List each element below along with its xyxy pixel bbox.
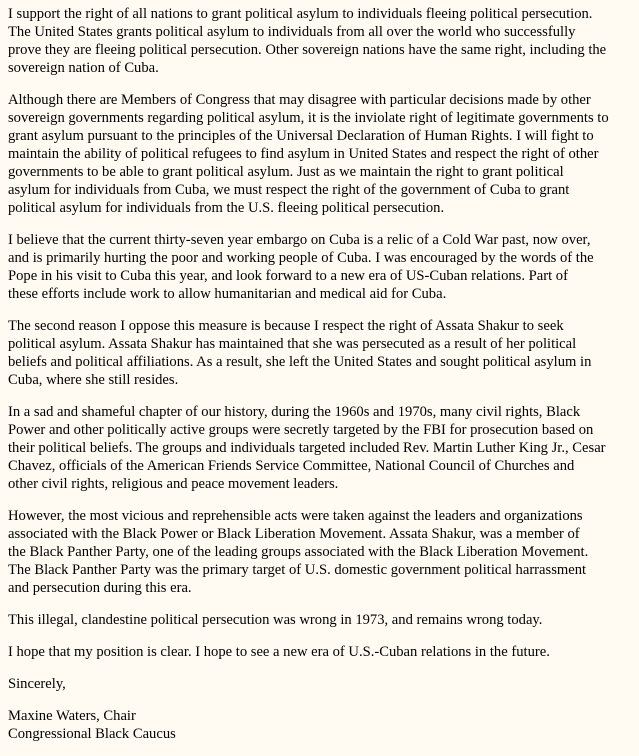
text-line: prove they are fleeing political persecution. Other sovereign nations have the same right, including the (8, 42, 607, 58)
text-line: asylum for individuals from Cuba, we must respect the right of the government of Cuba to grant (8, 182, 570, 198)
paragraph-closing (8, 643, 631, 661)
paragraph-assata-shakur (8, 317, 631, 389)
text-line: the Black Panther Party, one of the leading groups associated with the Black Liberation Movement. (8, 544, 589, 560)
text-line: Cuba, where she still resides. (8, 372, 179, 388)
text-line: political asylum for individuals from the U.S. fleeing political persecution. (8, 200, 445, 216)
text-line: I support the right of all nations to grant political asylum to individuals fleeing political persecution. (8, 6, 593, 22)
text-line: I hope that my position is clear. I hope to see a new era of U.S.-Cuban relations in the future. (8, 644, 550, 660)
paragraph-black-panther (8, 507, 631, 597)
paragraph-asylum-rights (8, 5, 631, 77)
text-line: I believe that the current thirty-seven year embargo on Cuba is a relic of a Cold War past, now over, (8, 232, 591, 248)
text-line: The Black Panther Party was the primary target of U.S. domestic government political harrassment (8, 562, 587, 578)
text-line: beliefs and political affiliations. As a result, she left the United States and sought political asylum in (8, 354, 592, 370)
signoff (8, 675, 631, 693)
text-line: political asylum. Assata Shakur has maintained that she was persecuted as a result of her political (8, 336, 577, 352)
text-line: maintain the ability of political refugees to find asylum in United States and respect the right of other (8, 146, 599, 162)
text-line: However, the most vicious and reprehensible acts were taken against the leaders and organizations (8, 508, 583, 524)
signature-block (8, 707, 631, 743)
paragraph-fbi-targeting (8, 403, 631, 493)
text-line: Pope in his visit to Cuba this year, and look forward to a new era of US-Cuban relations. Part of (8, 268, 568, 284)
text-line: Congressional Black Caucus (8, 726, 176, 742)
paragraph-embargo (8, 231, 631, 303)
text-line: other civil rights, religious and peace movement leaders. (8, 476, 339, 492)
text-line: governments to be able to grant political asylum. Just as we maintain the right to grant political (8, 164, 564, 180)
text-line: Chavez, officials of the American Friends Service Committee, National Council of Churches and (8, 458, 575, 474)
paragraph-persecution-wrong (8, 611, 631, 629)
text-line: and is primarily hurting the poor and working people of Cuba. I was encouraged by the words of the (8, 250, 594, 266)
text-line: associated with the Black Power or Black Liberation Movement. Assata Shakur, was a member of (8, 526, 580, 542)
text-line: In a sad and shameful chapter of our history, during the 1960s and 1970s, many civil rights, Black (8, 404, 581, 420)
text-line: Sincerely, (8, 676, 66, 692)
text-line: Maxine Waters, Chair (8, 708, 136, 724)
text-line: The second reason I oppose this measure is because I respect the right of Assata Shakur to seek (8, 318, 564, 334)
text-line: sovereign governments regarding political asylum, it is the inviolate right of legitimate governments to (8, 110, 609, 126)
text-line: and persecution during this era. (8, 580, 192, 596)
text-line: This illegal, clandestine political persecution was wrong in 1973, and remains wrong today. (8, 612, 543, 628)
text-line: grant asylum pursuant to the principles of the Universal Declaration of Human Rights. I will fight to (8, 128, 594, 144)
text-line: their political beliefs. The groups and individuals targeted included Rev. Martin Luther King Jr., Cesar (8, 440, 606, 456)
text-line: The United States grants political asylum to individuals from all over the world who successfully (8, 24, 576, 40)
text-line: Power and other politically active groups were secretly targeted by the FBI for prosecution based on (8, 422, 594, 438)
text-line: these efforts include work to allow humanitarian and medical aid for Cuba. (8, 286, 447, 302)
text-line: Although there are Members of Congress that may disagree with particular decisions made by other (8, 92, 591, 108)
text-line: sovereign nation of Cuba. (8, 60, 159, 76)
paragraph-congress-asylum (8, 91, 631, 217)
